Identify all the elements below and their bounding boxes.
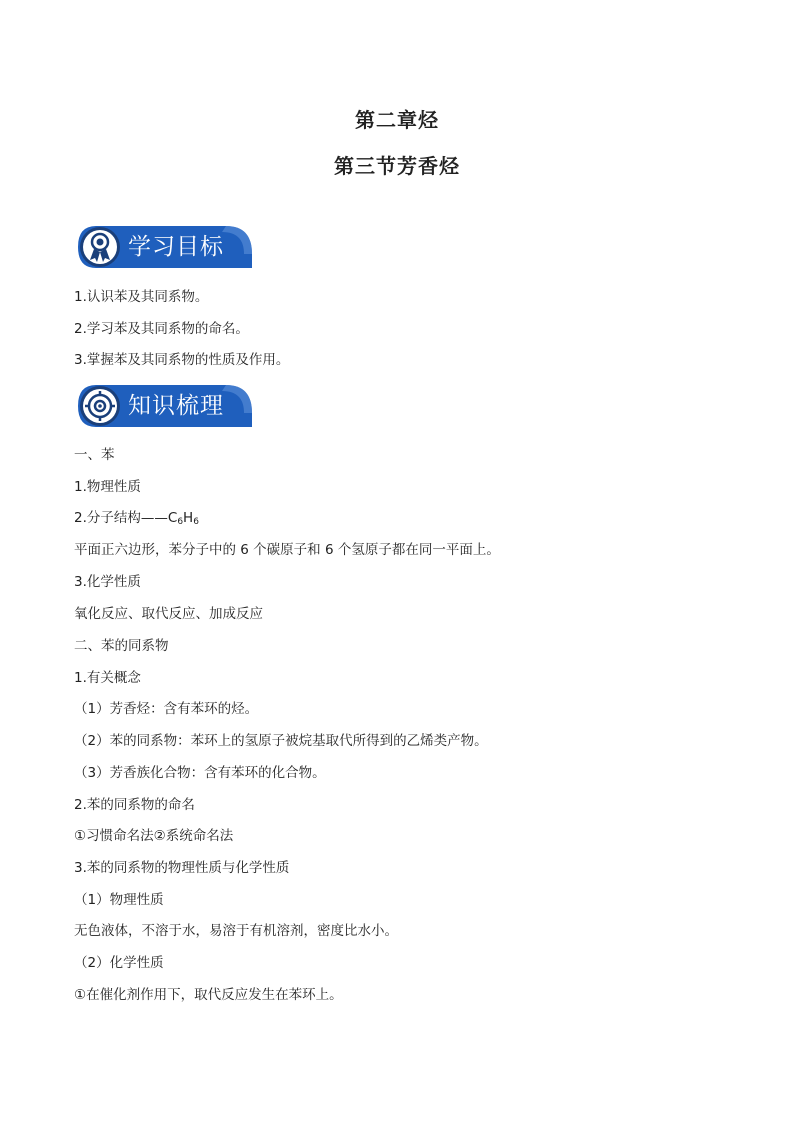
objective-item: 2.学习苯及其同系物的命名。 bbox=[74, 321, 249, 337]
objective-item: 1.认识苯及其同系物。 bbox=[74, 289, 209, 305]
objective-item: 3.掌握苯及其同系物的性质及作用。 bbox=[74, 352, 290, 368]
body-line: 无色液体，不溶于水，易溶于有机溶剂，密度比水小。 bbox=[74, 923, 398, 939]
objectives-banner bbox=[76, 224, 252, 270]
formula-line bbox=[74, 509, 199, 531]
body-line: 3.苯的同系物的物理性质与化学性质 bbox=[74, 860, 290, 876]
body-line: （3）芳香族化合物：含有苯环的化合物。 bbox=[74, 765, 326, 781]
formula-subscript: 6 bbox=[193, 517, 199, 527]
body-line: （2）苯的同系物：苯环上的氢原子被烷基取代所得到的乙烯类产物。 bbox=[74, 733, 488, 749]
body-line: 1.有关概念 bbox=[74, 670, 141, 686]
body-line: ①在催化剂作用下，取代反应发生在苯环上。 bbox=[74, 987, 343, 1003]
body-line: 1.物理性质 bbox=[74, 479, 141, 495]
formula-prefix: 2.分子结构——C bbox=[74, 510, 178, 526]
body-line: 3.化学性质 bbox=[74, 574, 141, 590]
body-line: （2）化学性质 bbox=[74, 955, 164, 971]
chapter-title: 第二章烃 bbox=[355, 108, 439, 132]
body-line: 二、苯的同系物 bbox=[74, 638, 169, 654]
award-ribbon-icon bbox=[76, 224, 124, 270]
body-line: （1）芳香烃：含有苯环的烃。 bbox=[74, 701, 259, 717]
body-line: 氧化反应、取代反应、加成反应 bbox=[74, 606, 263, 622]
body-line: 一、苯 bbox=[74, 447, 115, 463]
body-line: ①习惯命名法②系统命名法 bbox=[74, 828, 234, 844]
body-line: （1）物理性质 bbox=[74, 892, 164, 908]
body-line: 2.苯的同系物的命名 bbox=[74, 797, 195, 813]
target-icon bbox=[76, 383, 124, 429]
section-title: 第三节芳香烃 bbox=[334, 154, 460, 178]
formula-subscript: 6 bbox=[177, 517, 184, 527]
knowledge-banner bbox=[76, 383, 252, 429]
body-line: 平面正六边形，苯分子中的 6 个碳原子和 6 个氢原子都在同一平面上。 bbox=[74, 542, 500, 558]
objectives-banner-label: 学习目标 bbox=[128, 234, 224, 260]
knowledge-banner-label: 知识梳理 bbox=[128, 393, 224, 419]
formula-element: H bbox=[183, 510, 194, 526]
